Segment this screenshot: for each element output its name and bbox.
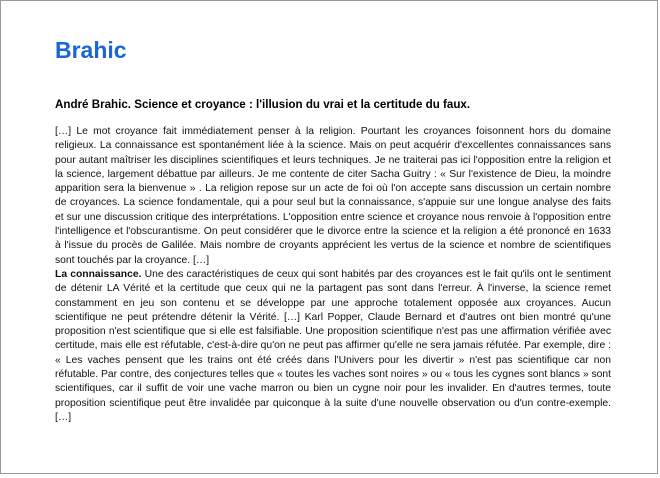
paragraph-2 bbox=[55, 268, 611, 425]
article-body bbox=[55, 125, 611, 425]
paragraph-2-lead: La connaissance. bbox=[55, 268, 142, 280]
paragraph-2-text: Une des caractéristiques de ceux qui sont habités par des croyances est le fait qu'ils ont le sentiment de détenir LA Vérité et la certitude que ceux qui ne la partagent pas sont dans l'erreur. À l'inverse, la science remet constamment en jeu son contenu et se développe par une approche totalement opposée aux croyances. Aucun scientifique ne peut prétendre détenir la Vérité. […] Karl Popper, Claude Bernard et d'autres ont bien montré qu'une proposition n'est scientifique que si elle est falsifiable. Une proposition scientifique n'est pas une affirmation vérifiée avec certitude, mais elle est réfutable, c'est-à-dire qu'on ne peut pas affirmer qu'elle ne sera jamais réfutée. Par exemple, dire : « Les vaches pensent que les trains ont été créés dans l'Univers pour les divertir » n'est pas scientifique car non réfutable. Par contre, des conjectures telles que « toutes les vaches sont noires » ou « tous les cygnes sont blancs » sont scientifiques, car il suffit de voir une vache marron ou bien un cygne noir pour les invalider. En d'autres termes, toute proposition scientifique peut être invalidée par quiconque à la suite d'une nouvelle observation ou d'un contre-exemple. […] bbox=[55, 268, 612, 423]
paragraph-1: […] Le mot croyance fait immédiatement penser à la religion. Pourtant les croyances foisonnent hors du domaine religieux. La connaissance est spontanément liée à la science. Mais on peut acquérir d'excellentes connaissances sans pour autant maîtriser les disciplines scientifiques et leurs techniques. Je ne traiterai pas ici l'opposition entre la religion et la science, largement débattue par ailleurs. Je me contente de citer Sacha Guitry : « Sur l'existence de Dieu, la moindre apparition sera la bienvenue » . La religion repose sur un acte de foi où l'on accepte sans discussion un certain nombre de croyances. La science fondamentale, qui a pour seul but la connaissance, s'appuie sur une longue analyse des faits et sur une discussion critique des interprétations. L'opposition entre science et croyance nous renvoie à l'opposition entre l'intelligence et l'obscurantisme. On peut considérer que le divorce entre la science et la religion a été prononcé en 1633 à l'issue du procès de Galilée. Mais nombre de croyants apprécient les vertus de la science et nombre de scientifiques sont touchés par la croyance. […] bbox=[55, 126, 611, 266]
article-heading: André Brahic. Science et croyance : l'illusion du vrai et la certitude du faux. bbox=[55, 98, 471, 111]
page-title: Brahic bbox=[55, 37, 127, 63]
